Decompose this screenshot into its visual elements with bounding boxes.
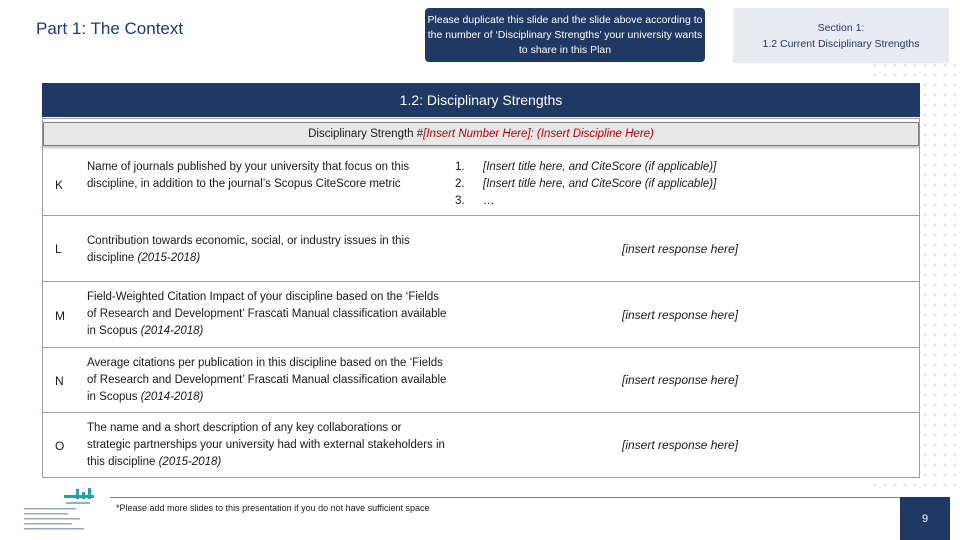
section-line-2: 1.2 Current Disciplinary Strengths bbox=[762, 37, 920, 50]
section-label bbox=[733, 8, 949, 63]
section-line-1: Section 1: bbox=[817, 21, 865, 34]
list-text: … bbox=[483, 195, 495, 207]
banner-title: 1.2: Disciplinary Strengths bbox=[399, 92, 563, 108]
table-row bbox=[42, 348, 920, 413]
row-description-text: Contribution towards economic, social, or industry issues in this discipline bbox=[87, 235, 410, 264]
row-date-range: (2014-2018) bbox=[140, 391, 204, 403]
list-text: [Insert title here, and CiteScore (if applicable)] bbox=[483, 178, 717, 190]
list-item[interactable] bbox=[455, 176, 716, 193]
response-placeholder[interactable]: [insert response here] bbox=[622, 373, 739, 387]
row-letter: K bbox=[55, 178, 64, 192]
row-description-text: Field-Weighted Citation Impact of your discipline based on the ‘Fields of Research and Development’ Frascati Manual classification available in Scopus bbox=[87, 291, 447, 337]
list-text: [Insert title here, and CiteScore (if applicable)] bbox=[483, 161, 717, 173]
row-letter: O bbox=[55, 439, 65, 453]
table-subheading bbox=[43, 122, 919, 146]
journal-list bbox=[455, 159, 716, 210]
list-item[interactable] bbox=[455, 159, 716, 176]
note-text: Please duplicate this slide and the slide above according to the number of ‘Disciplinary Strengths’ your university wants to share in this Plan bbox=[427, 13, 703, 56]
response-placeholder[interactable]: [insert response here] bbox=[622, 438, 739, 452]
page-number-text: 9 bbox=[921, 512, 929, 525]
row-description-text: The name and a short description of any key collaborations or strategic partnerships your university had with external stakeholders in this discipline bbox=[87, 422, 445, 468]
row-letter: M bbox=[55, 309, 65, 323]
row-description bbox=[87, 289, 447, 340]
list-number: 1. bbox=[455, 161, 465, 173]
footer-divider bbox=[110, 497, 910, 498]
table-row bbox=[42, 282, 920, 348]
row-description-text: Name of journals published by your university that focus on this discipline, in addition to the journal’s Scopus CiteScore metric bbox=[87, 161, 410, 190]
row-description bbox=[87, 420, 447, 471]
table-row bbox=[42, 216, 920, 282]
table-row bbox=[42, 413, 920, 478]
row-description-text: Average citations per publication in this discipline based on the ‘Fields of Research and Development’ Frascati Manual classification available in Scopus bbox=[87, 357, 447, 403]
subhead-placeholder[interactable]: [Insert Number Here]: (Insert Discipline Here) bbox=[423, 128, 654, 140]
footnote: *Please add more slides to this presentation if you do not have sufficient space bbox=[116, 503, 430, 513]
duplicate-instruction-note bbox=[425, 8, 705, 62]
list-number: 2. bbox=[455, 178, 465, 190]
slide-banner bbox=[42, 83, 920, 117]
table-row bbox=[42, 148, 920, 216]
row-description bbox=[87, 233, 447, 267]
subhead-prefix: Disciplinary Strength # bbox=[308, 128, 424, 140]
list-number: 3. bbox=[455, 195, 465, 207]
row-letter: L bbox=[55, 242, 62, 256]
row-date-range: (2015-2018) bbox=[158, 456, 222, 468]
ministry-logo bbox=[20, 486, 100, 538]
page-number bbox=[900, 497, 950, 540]
row-description bbox=[87, 355, 447, 406]
part-title: Part 1: The Context bbox=[36, 19, 184, 38]
response-placeholder[interactable]: [insert response here] bbox=[622, 308, 739, 322]
row-date-range: (2014-2018) bbox=[140, 325, 204, 337]
response-placeholder[interactable]: [insert response here] bbox=[622, 242, 739, 256]
row-date-range: (2015-2018) bbox=[137, 252, 201, 264]
list-item[interactable] bbox=[455, 193, 716, 210]
row-description bbox=[87, 159, 447, 193]
row-letter: N bbox=[55, 374, 64, 388]
